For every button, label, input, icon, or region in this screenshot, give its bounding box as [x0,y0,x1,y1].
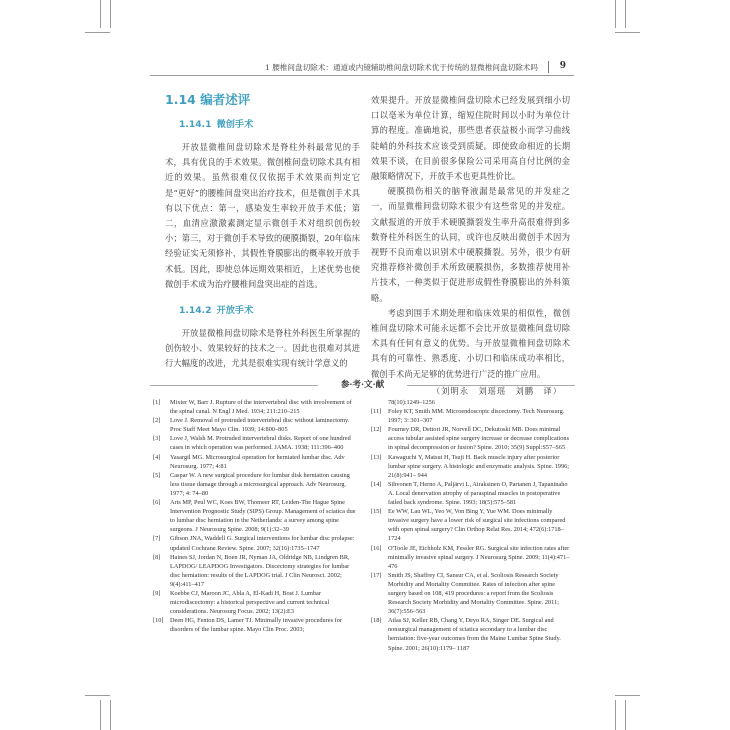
reference-text: Deen HG, Fenton DS, Lamer TJ. Minimally invasive procedures for disorders of the lumbar spine. Mayo Clin Proc. 2003; [170,617,342,634]
crop-mark [615,695,640,696]
subsection-title: 微创手术 [216,119,254,130]
paragraph: 开放显微椎间盘切除术是脊柱外科医生所掌握的创伤较小、效果较好的技术之一。因此也很难对其进行大幅度的改进，尤其是很难实现有统计学意义的 [165,328,360,369]
reference-number: [15] [371,508,382,516]
reference-item [371,453,573,480]
reference-text: Koebbe CJ, Maroon JC, Abla A, El-Kadi H, Bost J. Lumbar microdiscectomy: a historical perspective and current technical considerations. Neurosurg Focus. 2002; 13(2):E3 [170,589,330,616]
paragraph: 效果提升。开放显微椎间盘切除术已经发展到细小切口以毫米为单位计算，缩短住院时间以小时为单位计算的程度。准确地说，那些患者获益极小而学习曲线陡峭的外科技术应该受到质疑。即使致命相近的长期效果不谈，在目前很多保险公司采用高自付比例的金融策略情况下，开放手术也更具性价比。 [371,95,570,182]
reference-item [153,398,358,416]
reference-number: [14] [371,480,382,488]
running-header [150,61,574,75]
reference-text: Smith JS, Shaffrey CI, Sansur CA, et al. Scoliosis Research Society Morbidity and Mortality Committee. Rates of infection after spine surgery based on 108, 419 procedures: a report from the Scoliosis Research Society Morbidity and Mortality Committee. Spine. 2011; 36(7):556–563 [388,571,559,616]
reference-text: Caspar W. A new surgical procedure for lumbar disk herniation causing less tissue damage through a microsurgical approach. Adv Neurosurg. 1977; 4: 74–80 [170,471,350,497]
reference-text: Yasargil MG. Microsurgical operation for herniated lumbar disc. Adv Neurosurg. 1977; 4:81 [170,453,345,470]
crop-mark [85,32,110,33]
crop-mark [625,700,626,730]
subsection-number: 1.14.2 [179,305,212,317]
subsection-heading-open-surgery [179,304,360,318]
reference-text: Foley KT, Smith MM. Microendoscopic discectomy. Tech Neurosurg. 1997; 3: 301–307 [388,408,565,425]
reference-number: [11] [371,408,382,416]
right-column [371,93,570,399]
reference-number: [12] [371,426,382,434]
reference-text: O'Toole JE, Eichholz KM, Fessler RG. Surgical site infection rates after minimally invasive spinal surgery. J Neurosurg Spine. 2009; 11(4):471–476 [388,544,570,570]
left-column [165,92,360,372]
reference-item [371,398,573,407]
reference-text: Mixter W, Barr J. Rupture of the intervertebral disc with involvement of the spinal canal. N Engl J Med. 1934; 211:210–215 [170,399,352,416]
subsection-title: 开放手术 [216,305,254,317]
crop-mark [615,700,616,730]
reference-text: Kawaguchi Y, Matsui H, Tsuji H. Back muscle injury after posterior lumbar spine surgery. A histologic and enzymatic analysis. Spine. 1996; 21(8):941– 944 [388,453,570,479]
reference-number: [3] [153,435,161,443]
reference-text: Atlas SJ, Keller RB, Chang Y, Deyo RA, Singer DE. Surgical and nonsurgical management of sciatica secondary to a lumbar disc herniation: five-year outcomes from the Maine Lumbar Spine Study. Spine. 2001; 26(10):1179– 1187 [388,617,561,652]
crop-mark [110,700,111,730]
running-title: 1 腰椎间盘切除术：通道或内镜辅助椎间盘切除术优于传统的显微椎间盘切除术吗 [264,63,538,72]
reference-number: [8] [153,553,161,561]
reference-item [371,571,573,616]
reference-item [371,425,573,452]
page-number: 9 [559,61,566,71]
reference-number: [7] [153,535,161,543]
paragraph: 硬膜损伤相关的脑脊液漏是最常见的并发症之一，而显微椎间盘切除术很少有这些常见的并发症。文献报道的开放手术硬膜撕裂发生率升高很难得到多数脊柱外科医生的认同，或许也反映出微创手术因为视野不良而难以识别术中硬膜撕裂。另外，很少有研究推荐修补微创手术所致硬膜损伤，多数推荐使用补片技术，一种类似于促进形成假性脊膜膨出的外科策略。 [371,186,570,303]
translator-credit: （刘明永 刘瑶瑶 刘鹏 译） [431,385,562,396]
reference-item [153,453,358,471]
reference-number: [9] [153,589,161,597]
paragraph: 开放显微椎间盘切除术是脊柱外科最常见的手术，具有优良的手术效果。微创椎间盘切除术具有相近的效果。虽然很难仅仅依据手术效果而判定它是“更好”的腰椎间盘突出治疗技术，但是微创手术具有以下优点：第一，感染发生率较开放手术低；第二，血清应激激素测定显示微创手术对组织创伤较小；第三，对于微创手术导致的硬膜撕裂，20年临床经验证实无须修补，其假性脊膜膨出的概率较开放手术低。因此，即使总体远期效果相近，上述优势也使微创手术成为治疗腰椎间盘突出症的首选。 [165,142,360,289]
reference-item [371,616,573,652]
reference-text: Arts MP, Peul WC, Koes BW, Thomeer RT, Leiden-The Hague Spine Intervention Prognostic Study (SIPS) Group. Management of sciatica due to lumbar disc herniation in the Netherlands: a survey among spine surgeons. J Neurosurg Spine. 2008; 9(1):32–39 [170,499,356,534]
reference-number: [2] [153,417,161,425]
crop-mark [110,0,111,28]
reference-number: [17] [371,571,382,579]
section-title: 编者述评 [200,92,251,107]
reference-item [153,553,358,589]
references-heading [150,378,575,392]
header-rule [150,75,574,76]
crop-mark [85,695,110,696]
reference-item [371,544,573,571]
reference-number: [10] [153,617,164,625]
reference-item [153,534,358,552]
section-heading [165,92,360,108]
reference-text: Ee WW, Lau WL, Yeo W, Von Bing Y, Yue WM. Does minimally invasive surgery have a lower risk of surgical site infections compared with open spinal surgery? Clin Orthop Relat Res. 2014; 472(6):1718–1724 [388,508,566,543]
paragraph: 考虑到围手术期处理和临床效果的相似性，微创椎间盘切除术可能永远都不会比开放显微椎间盘切除术具有任何有意义的优势。与开放显微椎间盘切除术具有的可靠性、熟悉度、小切口和临床成功率相比，微创手术尚无足够的优势进行广泛的推广应用。 [371,307,570,379]
reference-number: [16] [371,544,382,552]
reference-item [371,507,573,543]
reference-item [153,589,358,616]
references-rule-right [407,385,575,386]
reference-number: [5] [153,471,161,479]
reference-number [371,398,388,407]
reference-item [153,416,358,434]
reference-text: Love J. Removal of protruded intervertebral disc without laminectomy. Proc Staff Meet Mayo Clin. 1939; 14:800–805 [170,417,350,434]
references-left [153,398,358,634]
reference-text: Gibson JNA, Waddell G. Surgical interventions for lumbar disc prolapse: updated Cochrane Review. Spine. 2007; 32(16):1735–1747 [170,535,355,552]
reference-text: 78(10):1249–1256 [388,399,435,406]
reference-item [153,498,358,534]
crop-mark [615,32,640,33]
crop-mark [625,0,626,28]
reference-number: [6] [153,499,161,507]
reference-item [371,407,573,425]
reference-item [371,480,573,507]
crop-mark [615,0,616,28]
reference-number: [18] [371,617,382,625]
section-number: 1.14 [165,92,196,107]
reference-number: [1] [153,399,161,406]
reference-number: [13] [371,453,382,461]
crop-mark [100,0,101,28]
reference-text: Love J, Walsh M. Protruded intervertebral disks. Report of one hundred cases in which operation was performed. JAMA. 1938; 111:396–400 [170,435,351,452]
references-right [371,398,573,653]
references-title: 参·考·文·献 [340,380,385,390]
reference-text: Sihvonen T, Herno A, Paljärvi L, Airaksinen O, Partanen J, Tapaninaho A. Local denervation atrophy of paraspinal muscles in postoperative failed back syndrome. Spine. 1993; 18(5):575–581 [388,480,568,507]
reference-item [153,616,358,634]
reference-item [153,471,358,498]
crop-mark [100,700,101,730]
subsection-heading-minimally-invasive [179,118,360,132]
reference-item [153,434,358,452]
reference-text: Fourney DR, Dettori JR, Norvell DC, Dekutoski MB. Does minimal access tubular assisted spine surgery increase or decrease complications in spinal decompression or fusion? Spine. 2010; 35(9) Suppl:S57–S65 [388,426,570,452]
header-separator [548,61,549,73]
reference-text: Haines SJ, Jordan N, Boen JR, Nyman JA, Oldridge NB, Lindgren BR, LAPDOG/ LEAPDOG Investigators. Discectomy strategies for lumbar disc herniation: results of the LAPDOG trial. J Clin Neurosci. 2002; 9(4):411–417 [170,553,350,588]
subsection-number: 1.14.1 [179,119,212,130]
reference-number: [4] [153,453,161,461]
